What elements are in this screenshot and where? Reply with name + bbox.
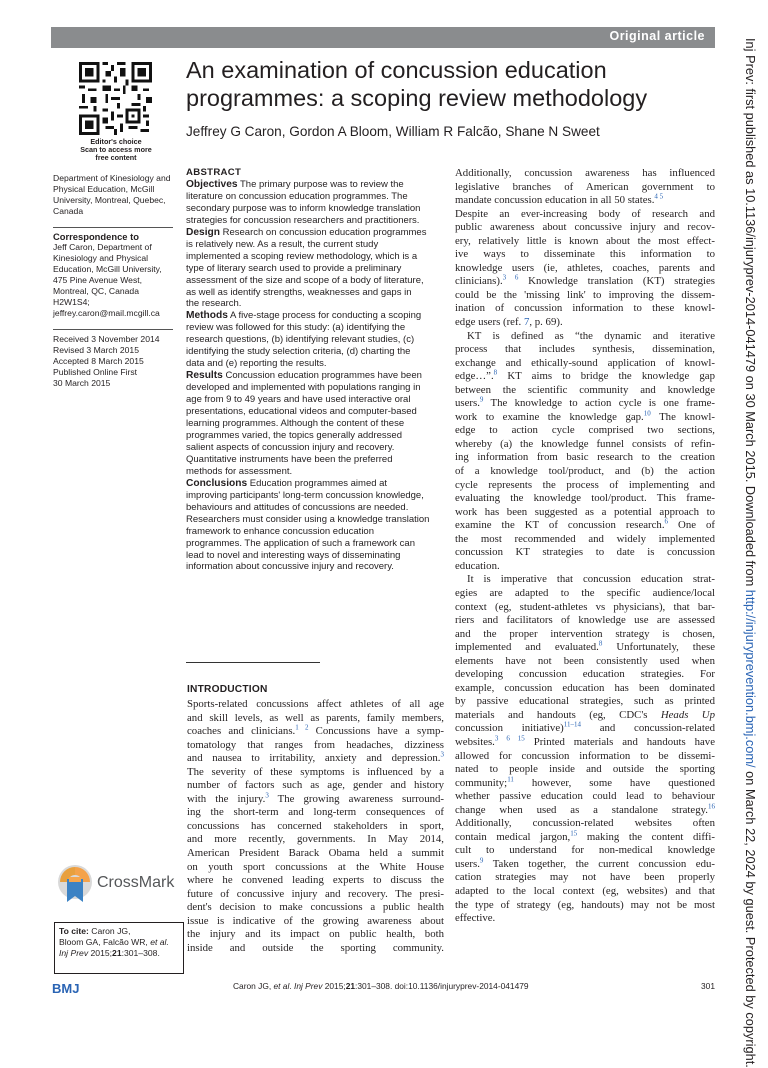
citation-box (54, 922, 184, 974)
title-line: programmes: a scoping review methodology (186, 85, 648, 111)
correspondence-line: 475 Pine Avenue West, (53, 275, 143, 285)
affiliation (53, 173, 179, 217)
body-line: future of concussive injury and recovery. The presi- (187, 887, 444, 900)
journal-link[interactable]: http://injuryprevention.bmj.com/ (743, 589, 758, 768)
abstract-line: presentations, educational videos and computer-based (186, 406, 417, 418)
body-line: by passive educational strategies, such as printed (455, 695, 715, 708)
affiliation-line: Department of Kinesiology and (53, 173, 171, 183)
svg-text:BMJ: BMJ (52, 981, 80, 995)
body-line: concussions has concerned stakeholders in sport, (187, 819, 444, 832)
body-line: examine the KT of concussion research.$^6$ One of (455, 517, 715, 532)
body-line: cation strategies may not have been properly (455, 871, 715, 884)
header-bar (51, 27, 715, 48)
affiliation-line: Canada (53, 206, 84, 216)
publication-dates (53, 334, 179, 389)
abstract-line: age from 9 to 49 years and have used interactive oral (186, 394, 411, 406)
body-line: ing the short-term and long-term consequences of (187, 806, 444, 819)
article-title (186, 56, 706, 112)
body-line: nated to people inside and outside the sporting (455, 763, 715, 776)
citation-link[interactable]: 7 (523, 316, 530, 329)
correspondence-line: Education, McGill University, (53, 264, 162, 274)
body-line: whereby (a) the knowledge funnel consists of refin- (455, 437, 715, 450)
sidebar-divider (53, 329, 173, 330)
body-line: users.$^9$ Taken together, the current concussion edu- (455, 856, 715, 870)
right-column-text (455, 167, 715, 926)
body-line: evaluating the knowledge tool/product. This frame- (455, 492, 715, 505)
abstract-line: developed and implemented with populations ranging in (186, 382, 421, 394)
body-line: Sports-related concussions affect athletes of all age (187, 698, 444, 710)
correspondence-email[interactable]: jeffrey.caron@mail.mcgill.ca (53, 308, 160, 318)
title-line: An examination of concussion education (186, 57, 607, 83)
download-banner-text: Inj Prev: first published as 10.1136/injuryprev-2014-041479 on 30 March 2015. Downloaded from http://injuryprevention.bmj.com/ on March 22, 2024 by guest. Protected by copyright. (743, 38, 758, 1068)
abstract-line: strategies for concussion researchers and practitioners. (186, 214, 420, 226)
body-line: adapted to the local context (eg, websites) and that (455, 884, 715, 897)
body-line: process that includes synthesis, dissemination, (455, 343, 715, 356)
date-line: Revised 3 March 2015 (53, 345, 139, 355)
abstract-line: improving participants' long-term concussion knowledge, (186, 489, 424, 501)
abstract-line (186, 310, 444, 322)
body-line: developing concussion education strategies. For (455, 668, 715, 681)
abstract-line: methods for assessment. (186, 465, 293, 477)
abstract-text: Education programmes aimed at (249, 477, 388, 489)
qr-caption (68, 138, 164, 162)
abstract-line: salient aspects of concussion injury and recovery. (186, 441, 395, 453)
abstract-line: framework to enhance concussion education (186, 525, 375, 537)
design-label: Design (186, 226, 220, 238)
body-line: contain medical jargon,$^{15}$ making the content diffi- (455, 829, 715, 843)
citation-ref[interactable]: 10 (643, 409, 651, 418)
body-line: with the injury.$^3$ The growing awareness surround- (187, 791, 444, 805)
date-line: Received 3 November 2014 (53, 334, 160, 344)
body-line: Additionally, concussion-related websites often (455, 817, 715, 830)
abstract-line: research questions, (b) identifying relevant studies, (c) (186, 334, 415, 346)
citation-ref[interactable]: 6 (664, 517, 669, 526)
body-line: work to examine the knowledge gap.$^{10}$ The knowl- (455, 409, 715, 423)
abstract-line: literature on concussion education programmes. The (186, 190, 408, 202)
body-line: ive ways to disseminate this information to (455, 248, 715, 261)
body-line: ination of concussion information to these knowl- (455, 302, 715, 315)
abstract-line: behaviours and attitudes of concussions are needed. (186, 501, 409, 513)
citation-ref[interactable]: 9 (479, 395, 484, 404)
body-line: context (eg, student-athletes vs physicians), that bar- (455, 600, 715, 613)
body-line: KT is defined as “the dynamic and iterative (467, 329, 715, 342)
date-line: Published Online First (53, 367, 138, 377)
cite-text: :301–308. (121, 948, 160, 958)
body-line: clinicians).$^{3 6}$ Knowledge translation (KT) strategies (455, 273, 715, 288)
body-line: coaches and clinicians.$^{1 2}$ Concussions have a symp- (187, 723, 444, 738)
methods-label: Methods (186, 310, 228, 322)
article-type-label: Original article (609, 29, 705, 43)
abstract-text: The primary purpose was to review the (240, 178, 404, 190)
citation-ref[interactable]: 3 6 (502, 273, 519, 282)
body-line: edge to action cycle comprised two sections, (455, 424, 715, 437)
body-line: the most recommended and widely implemented (455, 532, 715, 545)
body-line: ing information from basic research to the creation (455, 451, 715, 464)
abstract-line: programmes varied, the topics generally addressed (186, 429, 402, 441)
cite-text: Caron JG, (88, 926, 131, 936)
cite-label: To cite: (59, 926, 89, 936)
body-line: allowed for concussion information to be dissemi- (455, 749, 715, 762)
body-line: Additionally, concussion awareness has influenced (455, 167, 715, 179)
author-list: Jeffrey G Caron, Gordon A Bloom, William R Falcão, Shane N Sweet (186, 124, 600, 139)
body-line: education. (455, 559, 500, 572)
body-line: American President Barack Obama held a summit (187, 847, 444, 860)
affiliation-line: University, Montreal, Quebec, (53, 195, 166, 205)
introduction-heading: INTRODUCTION (187, 684, 268, 695)
abstract-line: review was followed for this study: (a) identifying the (186, 322, 406, 334)
introduction-text (187, 698, 444, 955)
sidebar-divider (53, 227, 173, 228)
date-line: 30 March 2015 (53, 378, 111, 388)
abstract-line: implemented a scoping review methodology, which is a (186, 250, 418, 262)
body-line: where he convened leading experts to discuss the (187, 874, 444, 887)
abstract-line: lead to novel and interesting ways of disseminating (186, 549, 401, 561)
body-line: elements have not been consistently used when (455, 654, 715, 667)
citation-ref[interactable]: 8 (598, 639, 603, 648)
body-line: It is imperative that concussion education strat- (467, 573, 715, 586)
citation-ref[interactable]: 4 5 (654, 192, 664, 201)
abstract-text: Research on concussion education programmes (222, 226, 427, 238)
body-line: Despite an ever-increasing body of research and (455, 207, 715, 220)
body-line: change when used as a standalone strategy.$^{16}$ (455, 802, 715, 816)
body-line: and more recently, governments. In May 2014, (187, 833, 444, 846)
qr-caption-line: Editor's choice (90, 137, 142, 146)
cite-text: 21 (112, 948, 122, 958)
body-line: cult to understand for non-medical knowledge (455, 844, 715, 857)
body-line: community;$^{11}$ however, some have questioned (455, 775, 715, 789)
abstract-line: Researchers must consider using a knowledge translation (186, 513, 430, 525)
citation-ref[interactable]: 8 (493, 368, 498, 377)
body-line: dent's decision to make concussions a public health (187, 901, 444, 914)
abstract-line: the research. (186, 298, 242, 310)
cite-text: Bloom GA, Falcão WR, (59, 937, 151, 947)
abstract-line: secondary purpose was to inform knowledge translation (186, 202, 421, 214)
page-number: 301 (701, 981, 715, 991)
citation-ref[interactable]: 3 6 15 (494, 734, 525, 743)
results-label: Results (186, 370, 223, 382)
body-line: work has been suggested as a potential approach to (455, 505, 715, 518)
crossmark-icon[interactable] (56, 862, 94, 906)
body-line: concussion KT strategies to date is concussion (455, 546, 715, 559)
abstract-line: programmes. The application of such a framework can (186, 537, 415, 549)
citation-ref[interactable]: 11 (507, 775, 514, 784)
body-line: legislative branches of American government to (455, 180, 715, 193)
citation-ref[interactable]: 1 2 (295, 723, 309, 732)
body-line: knowledge users (ie, athletes, coaches, parents and (455, 261, 715, 274)
abstract-line (186, 370, 444, 382)
body-line: and the proper intervention strategy is chosen, (455, 627, 715, 640)
bmj-logo[interactable] (52, 981, 82, 995)
body-line: materials and handouts (eg, CDC's Heads Up (455, 708, 715, 721)
abstract-line (186, 478, 444, 490)
abstract-divider (186, 662, 320, 663)
body-line: users.$^9$ The knowledge to action cycle is one frame- (455, 395, 715, 410)
crossmark-label[interactable]: CrossMark (97, 874, 175, 891)
abstract-heading: ABSTRACT (186, 167, 242, 178)
correspondence-heading: Correspondence to (53, 231, 139, 242)
conclusions-label: Conclusions (186, 477, 248, 489)
abstract-line: information about concussive injury and recovery. (186, 561, 394, 573)
citation-ref[interactable]: 16 (708, 802, 715, 811)
body-line: mandate concussion education in all 50 states.$^{4 5}$ (455, 192, 664, 207)
citation-ref[interactable]: 11–14 (563, 720, 581, 729)
citation-ref[interactable]: 3 (265, 791, 269, 800)
abstract-line (186, 227, 444, 239)
body-line: inside and outside the sporting community. (187, 941, 444, 954)
cite-text: 2015; (88, 948, 113, 958)
body-line: the type of strategy (eg, handouts) may not be most (455, 898, 715, 911)
body-line: concussion initiative)$^{11-14}$ and concussion-related (455, 720, 716, 735)
body-line: of a knowledge tool/product, and (b) the action (455, 465, 715, 478)
body-line: example, concussion education has been dominated (455, 681, 715, 694)
body-line: number of factors such as age, gender and history (187, 779, 444, 792)
qr-code[interactable] (79, 62, 152, 135)
body-line: could be the 'missing link' to improving the dissem- (455, 288, 715, 301)
citation-ref[interactable]: 9 (479, 856, 484, 865)
correspondence-line: H2W1S4; (53, 297, 90, 307)
correspondence-details (53, 242, 179, 319)
body-line: the injury and its impact on public health, both (187, 928, 444, 941)
body-line: cycle represents the process of implementing and (455, 478, 715, 491)
correspondence-line: Montreal, QC, Canada (53, 286, 139, 296)
body-line: effective. (455, 912, 496, 925)
abstract-line: assessment of the size and scope of a body of literature, (186, 274, 424, 286)
body-line: edge…”.$^8$ KT aims to bridge the knowledge gap (455, 368, 715, 383)
body-line: public awareness about concussive injury and recov- (455, 221, 715, 234)
affiliation-line: Physical Education, McGill (53, 184, 155, 194)
footer-citation: Caron JG, et al. Inj Prev 2015;21:301–308. doi:10.1136/injuryprev-2014-041479 (233, 981, 529, 991)
abstract-line: data and (e) reporting the results. (186, 358, 327, 370)
body-line: tomatology that ranges from headaches, dizziness (187, 738, 444, 751)
qr-caption-line: free content (95, 153, 137, 162)
citation-ref[interactable]: 3 (440, 750, 444, 759)
qr-caption-line: Scan to access more (80, 145, 152, 154)
body-line: between the scientific community and knowledge (455, 383, 715, 396)
body-line: The severity of these symptoms is influenced by a (187, 765, 444, 778)
correspondence-line: Jeff Caron, Department of (53, 242, 152, 252)
cite-text: Inj Prev (59, 948, 89, 958)
abstract-line: Quantitative instruments have been the preferred (186, 453, 393, 465)
abstract-line: type of literary search used to provide a preliminary (186, 262, 402, 274)
body-line: issue is indicative of the growing awareness about (187, 914, 444, 927)
citation-ref[interactable]: 15 (570, 829, 578, 838)
body-line: riers and facilitators of knowledge use are assessed (455, 614, 715, 627)
body-line: on youth sport concussions at the White House (187, 860, 444, 873)
abstract (186, 167, 444, 573)
body-line: exchange and ethically-sound application of knowl- (455, 356, 715, 369)
body-line: egies are adapted to the specific audience/local (455, 586, 715, 599)
abstract-text: Concussion education programmes have been (225, 370, 422, 382)
objectives-label: Objectives (186, 178, 238, 190)
body-line: and nausea to irritability, anxiety and depression.$^3$ (187, 750, 444, 765)
abstract-line: learning programmes. Although the content of these (186, 418, 405, 430)
abstract-line (186, 179, 444, 191)
date-line: Accepted 8 March 2015 (53, 356, 144, 366)
body-line: implemented and evaluated.$^8$ Unfortunately, these (455, 639, 715, 654)
body-line: edge users (ref. 7, p. 69). (455, 316, 563, 329)
body-line: ery, relatively little is known about the most effect- (455, 234, 715, 247)
body-line: whether passive education could lead to behaviour (455, 790, 715, 803)
abstract-line: identifying the study selection criteria, (d) charting the (186, 346, 411, 358)
abstract-line: as well as identify strengths, weaknesses and gaps in (186, 286, 412, 298)
correspondence-line: Kinesiology and Physical (53, 253, 149, 263)
body-line: and skill levels, as well as parents, family members, (187, 711, 444, 724)
body-line: websites.$^{3 6 15}$ Printed materials and handouts have (455, 734, 716, 748)
abstract-line: is relatively new. As a result, the current study (186, 238, 379, 250)
abstract-text: A five-stage process for conducting a scoping (230, 310, 422, 322)
cite-text: et al. (150, 937, 169, 947)
